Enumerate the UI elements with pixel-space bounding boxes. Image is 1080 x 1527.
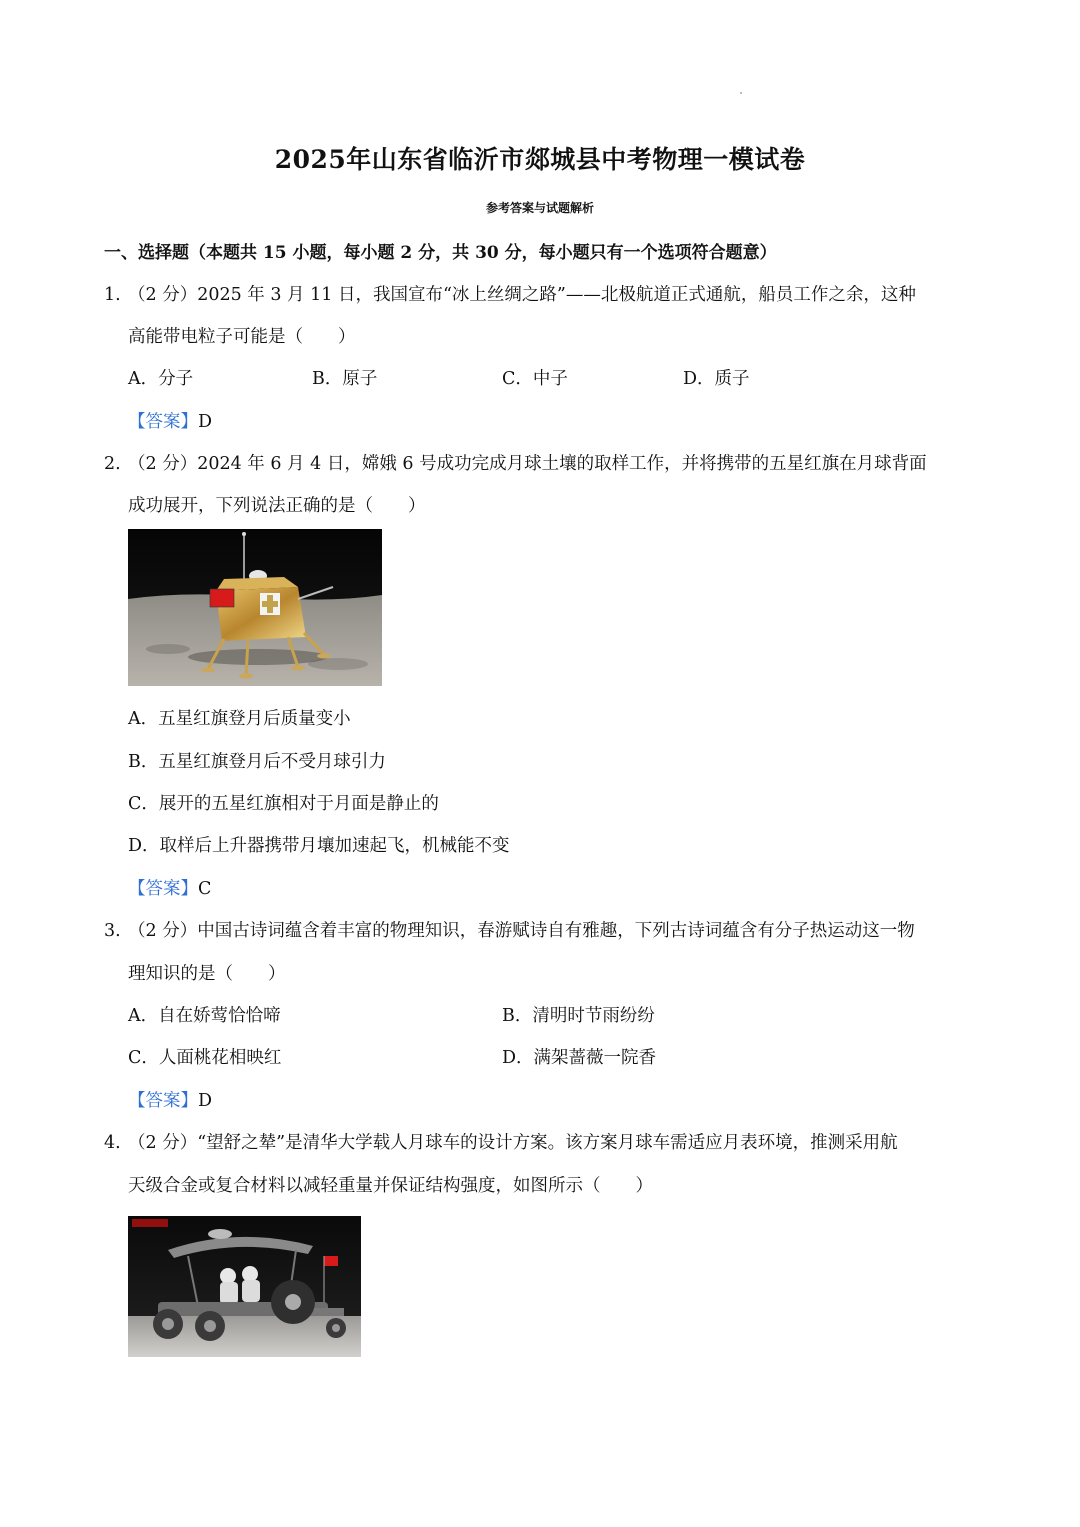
question-2-option-d: D．取样后上升器携带月壤加速起飞，机械能不变 (128, 836, 510, 856)
question-2-text-1: （2 分）2024 年 6 月 4 日，嫦娥 6 号成功完成月球土壤的取样工作，并将携带的五星红旗在月球背面 (128, 454, 927, 474)
question-3-option-d: D．满架蔷薇一院香 (502, 1048, 657, 1068)
lunar-lander-illustration (128, 529, 382, 686)
question-3-option-a: A．自在娇莺恰恰啼 (128, 1006, 281, 1026)
lunar-rover-image (128, 1216, 361, 1357)
question-4-number: 4. (104, 1133, 121, 1153)
question-1-option-c: C．中子 (502, 369, 568, 389)
section-heading: 一、选择题（本题共 15 小题，每小题 2 分，共 30 分，每小题只有一个选项符合题意） (104, 243, 777, 263)
question-1-text-1: （2 分）2025 年 3 月 11 日，我国宣布“冰上丝绸之路”——北极航道正式通航，船员工作之余，这种 (128, 285, 916, 305)
page-title: 2025年山东省临沂市郯城县中考物理一模试卷 (274, 145, 806, 174)
question-3-line-1 (104, 917, 915, 942)
question-2-number: 2. (104, 454, 121, 474)
question-3-text-2: 理知识的是（ ） (128, 964, 286, 984)
question-4-text-2: 天级合金或复合材料以减轻重量并保证结构强度，如图所示（ ） (128, 1176, 653, 1196)
answer-tag: 【答案】 (128, 1091, 198, 1111)
question-2-text-2: 成功展开，下列说法正确的是（ ） (128, 496, 426, 516)
lunar-lander-image (128, 529, 382, 686)
question-3-option-b: B．清明时节雨纷纷 (502, 1006, 655, 1026)
answer-tag: 【答案】 (128, 879, 198, 899)
question-2-option-c: C．展开的五星红旗相对于月面是静止的 (128, 794, 439, 814)
speck (740, 92, 742, 94)
question-4-line-1 (104, 1129, 898, 1154)
question-3-text-1: （2 分）中国古诗词蕴含着丰富的物理知识，春游赋诗自有雅趣，下列古诗词蕴含有分子热运动这一物 (128, 921, 915, 941)
answer-tag: 【答案】 (128, 412, 198, 432)
question-3-number: 3. (104, 921, 121, 941)
answer-value: D (198, 1091, 213, 1111)
page-subtitle: 参考答案与试题解析 (485, 201, 594, 215)
question-4-text-1: （2 分）“望舒之辇”是清华大学载人月球车的设计方案。该方案月球车需适应月表环境，推测采用航 (128, 1133, 898, 1153)
question-2-option-b: B．五星红旗登月后不受月球引力 (128, 752, 386, 772)
question-2-answer (128, 875, 211, 900)
question-1-answer (128, 408, 212, 433)
question-1-text-2: 高能带电粒子可能是（ ） (128, 327, 356, 347)
question-3-answer (128, 1087, 212, 1112)
question-1-number: 1. (104, 285, 121, 305)
answer-value: D (198, 412, 213, 432)
question-3-option-c: C．人面桃花相映红 (128, 1048, 282, 1068)
question-2-option-a: A．五星红旗登月后质量变小 (128, 709, 351, 729)
lunar-rover-illustration (128, 1216, 361, 1357)
question-1-option-d: D．质子 (683, 369, 750, 389)
question-2-line-1 (104, 450, 927, 475)
answer-value: C (198, 879, 212, 899)
question-1-line-1 (104, 281, 916, 306)
question-1-option-a: A．分子 (128, 369, 194, 389)
question-1-option-b: B．原子 (312, 369, 378, 389)
